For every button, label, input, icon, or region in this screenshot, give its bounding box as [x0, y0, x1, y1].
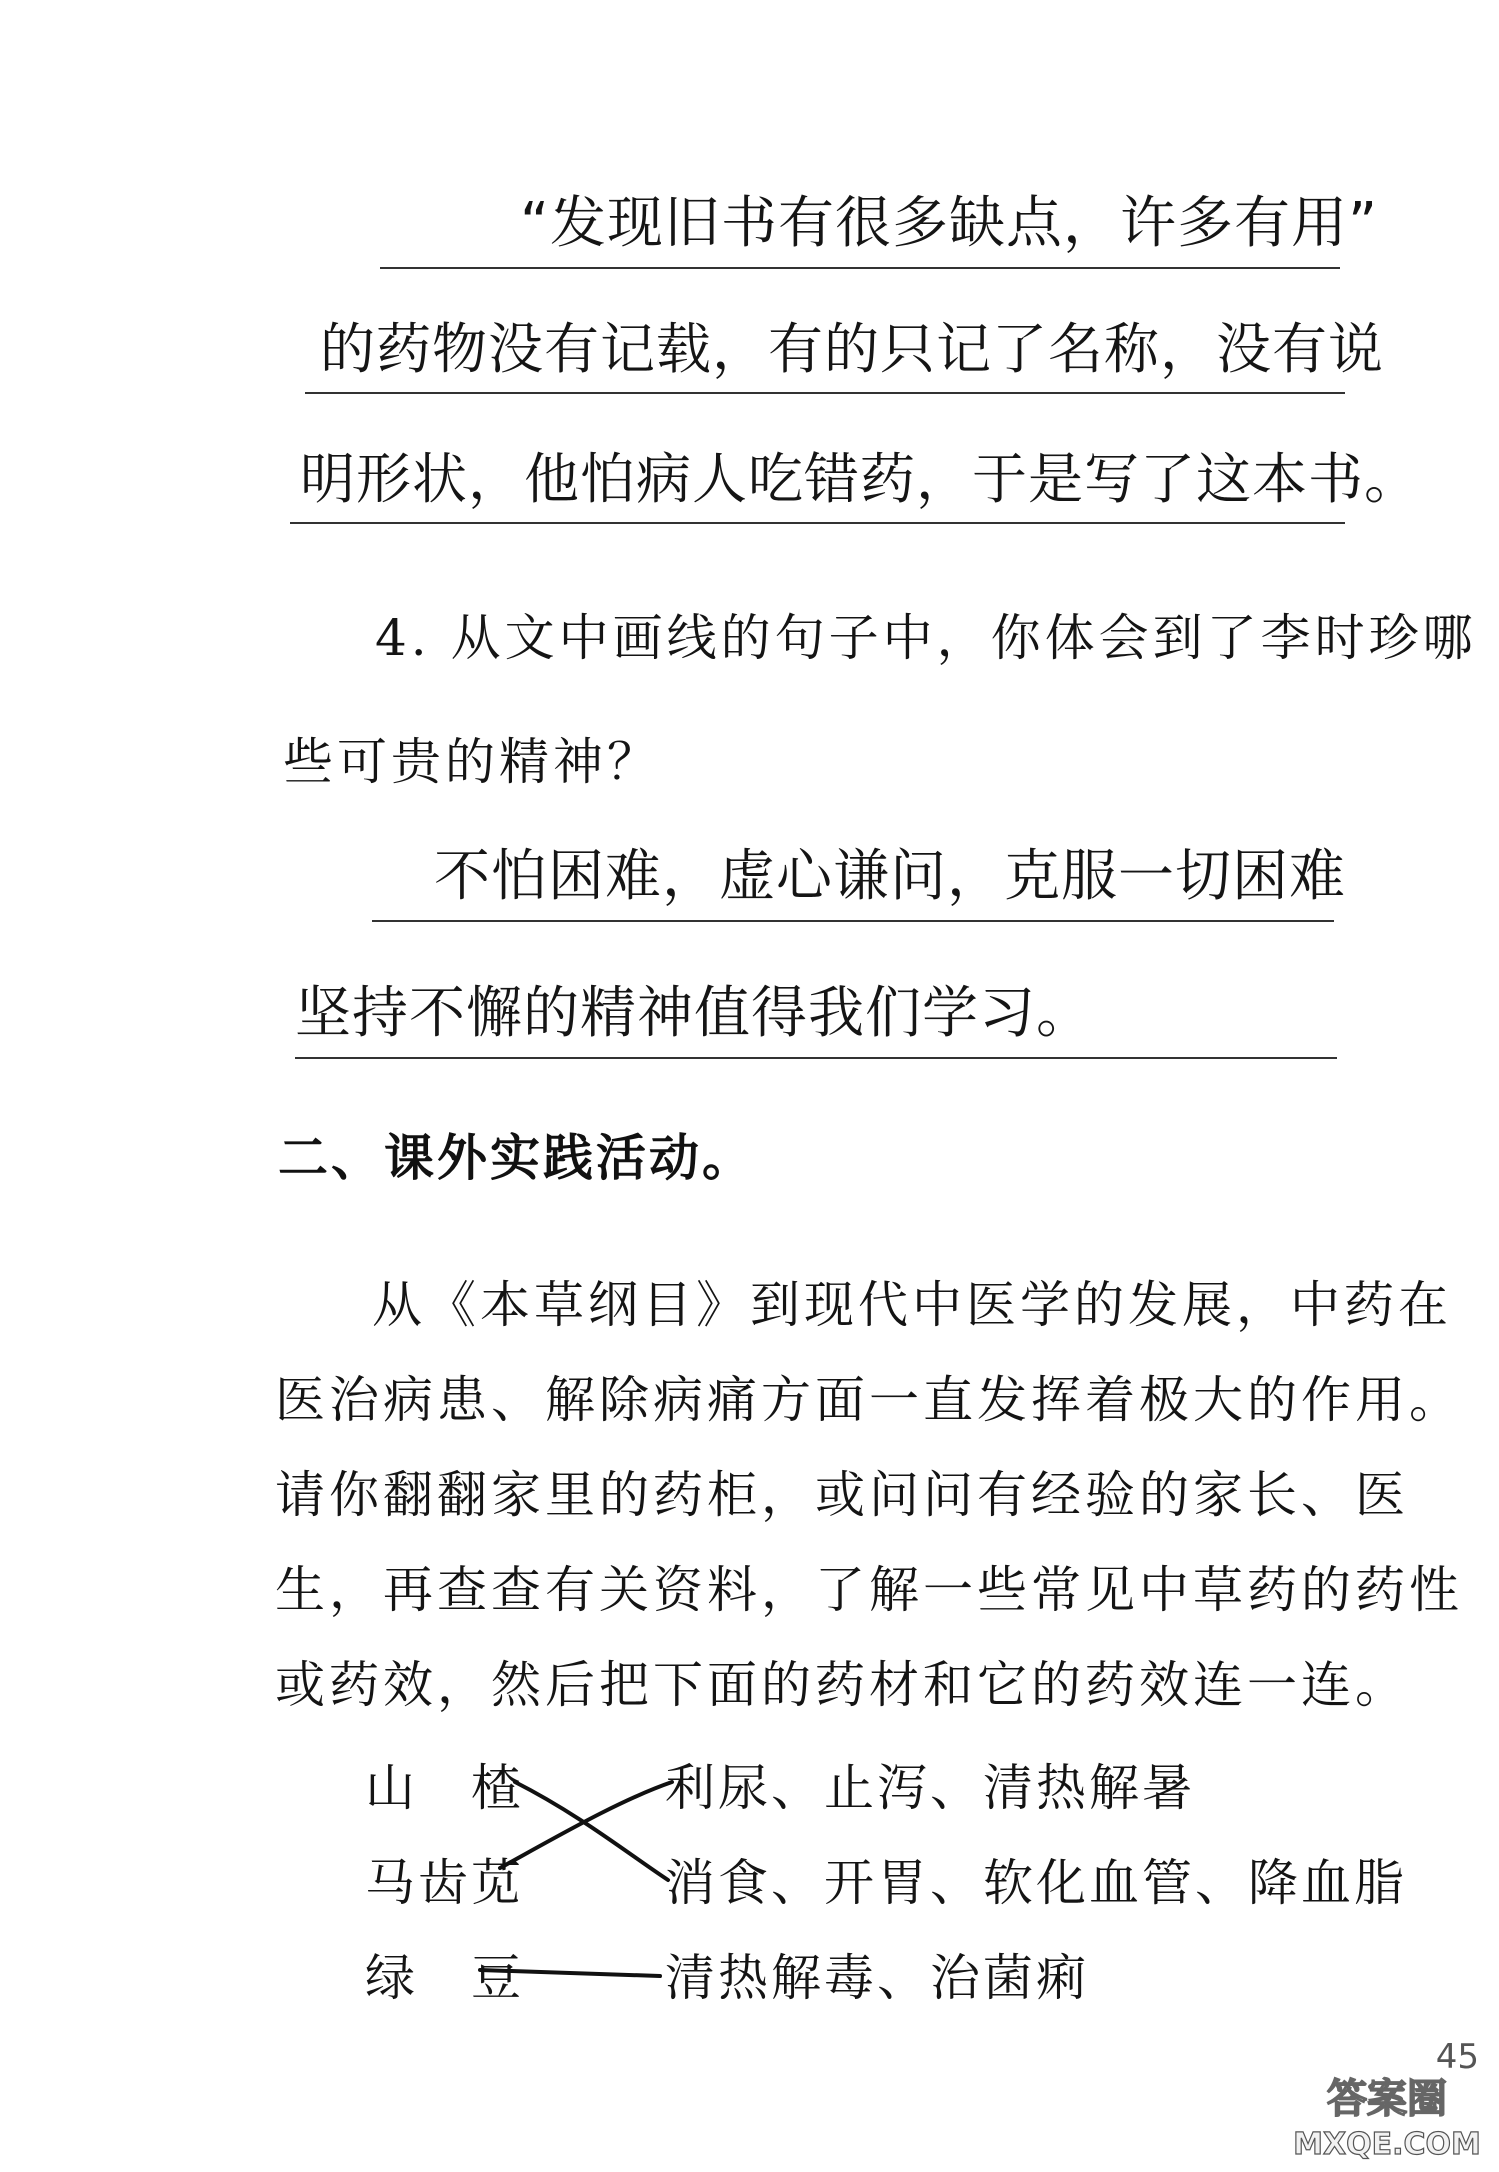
answer-text: 不怕困难，虚心谦问，克服一切困难	[434, 844, 1346, 909]
watermark-bottom-text: MXQE.COM	[1293, 2127, 1481, 2162]
match-line-hawthorn	[515, 1782, 668, 1880]
question4-line1: 4. 从文中画线的句子中，你体会到了李时珍哪	[375, 609, 1477, 667]
section-heading: 二、课外实践活动。	[278, 1129, 755, 1187]
herb-label: 山 楂	[365, 1759, 524, 1817]
effect-label: 消食、开胃、软化血管、降血脂	[665, 1854, 1407, 1912]
effect-label: 清热解毒、治菌痢	[665, 1949, 1089, 2007]
question4-line2: 些可贵的精神？	[283, 733, 661, 791]
answer-text: 的药物没有记载，有的只记了名称，没有说	[320, 317, 1385, 381]
paragraph-line: 生，再查查有关资料，了解一些常见中草药的药性	[275, 1561, 1463, 1619]
answer-text: 明形状，他怕病人吃错药，于是写了这本书。	[300, 447, 1421, 511]
paragraph-line: 医治病患、解除病痛方面一直发挥着极大的作用。	[275, 1371, 1463, 1429]
watermark-logo	[1287, 2064, 1487, 2164]
answer-text: “发现旧书有很多缺点，许多有用”	[520, 191, 1379, 256]
answer-text: 坚持不懈的精神值得我们学习。	[295, 981, 1093, 1046]
page-number: 45	[1435, 2037, 1479, 2077]
effect-label: 利尿、止泻、清热解暑	[665, 1759, 1195, 1817]
paragraph-line: 从《本草纲目》到现代中医学的发展，中药在	[372, 1276, 1452, 1334]
herb-label: 绿 豆	[365, 1949, 524, 2007]
paragraph-line: 或药效，然后把下面的药材和它的药效连一连。	[275, 1656, 1409, 1714]
match-line-mungbean	[480, 1970, 660, 1976]
watermark-top-text: 答案圈	[1327, 2076, 1447, 2122]
paragraph-line: 请你翻翻家里的药柜，或问问有经验的家长、医	[275, 1466, 1409, 1524]
herb-label: 马齿苋	[365, 1854, 524, 1912]
